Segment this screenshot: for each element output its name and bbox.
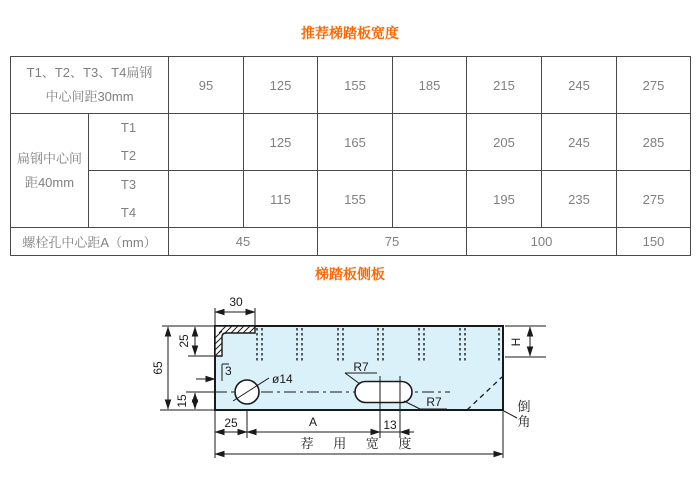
slot-radius-top-label: R7 — [353, 360, 369, 374]
spec-table — [10, 56, 691, 256]
slot-radius-bottom-label: R7 — [426, 395, 442, 409]
dim-25-bottom-label: 25 — [224, 416, 238, 430]
dim-h-label: H — [509, 337, 523, 347]
dim-13-label: 13 — [383, 418, 397, 432]
dim-a-label: A — [308, 415, 318, 429]
dim-3-label: 3 — [225, 364, 232, 378]
table-cell: 245 — [542, 57, 617, 114]
table-cell: 125 — [244, 114, 318, 171]
table-row-bolt-distance — [11, 228, 691, 256]
table-cell — [393, 114, 467, 171]
dim-30 — [215, 295, 255, 325]
chamfer-label-2: 角 — [517, 414, 531, 429]
row-label-40mm — [11, 114, 89, 228]
dim-a — [247, 415, 380, 435]
table-cell: 100 — [467, 228, 617, 256]
row-label-40mm-line2: 距40mm — [24, 174, 75, 190]
table-cell: 285 — [617, 114, 691, 171]
table-cell: 45 — [169, 228, 318, 256]
table-cell: 215 — [467, 57, 542, 114]
table-cell — [393, 171, 467, 228]
table-cell: 155 — [318, 57, 393, 114]
table-cell: 275 — [617, 57, 691, 114]
table-cell: 75 — [318, 228, 467, 256]
table-row-40mm-t1t2 — [11, 114, 691, 171]
dim-15-label: 15 — [175, 394, 189, 408]
dim-25-top — [162, 326, 216, 356]
table-row-30mm — [11, 57, 691, 114]
hole-diameter-label: ø14 — [272, 372, 293, 386]
dim-25-top-label: 25 — [177, 334, 191, 348]
row-label-30mm — [11, 57, 169, 114]
row-label-30mm-line2: 中心间距30mm — [45, 89, 134, 104]
table-row-40mm-t3t4 — [11, 171, 691, 228]
table-cell: 185 — [393, 57, 467, 114]
dim-h — [505, 326, 546, 357]
dim-30-label: 30 — [229, 295, 243, 309]
table-cell: 165 — [318, 114, 393, 171]
dim-25-bottom — [215, 416, 247, 435]
table-cell: 125 — [244, 57, 318, 114]
table-cell: 245 — [542, 114, 617, 171]
row-label-bolt-distance: 螺栓孔中心距A（mm） — [11, 228, 169, 256]
dim-overall-width — [215, 436, 503, 457]
chamfer-label-1: 倒 — [517, 399, 531, 414]
row-sublabel-t3t4: T3 T4 — [89, 171, 169, 228]
table-cell: 205 — [467, 114, 542, 171]
table-cell: 150 — [617, 228, 691, 256]
row-label-40mm-line1: 扁钢中心间 — [16, 150, 82, 166]
table-cell — [169, 171, 244, 228]
table-cell: 155 — [318, 171, 393, 228]
row-label-30mm-line1: T1、T2、T3、T4扁钢 — [26, 65, 153, 80]
table-cell: 115 — [244, 171, 318, 228]
dim-65-label: 65 — [151, 361, 165, 375]
table-cell — [169, 114, 244, 171]
table-cell: 235 — [542, 171, 617, 228]
table-title: 推荐梯踏板宽度 — [301, 25, 399, 41]
side-plate-diagram — [0, 284, 700, 469]
row-sublabel-t1t2: T1 T2 — [89, 114, 169, 171]
overall-width-label: 荐 用 宽 度 — [300, 436, 420, 451]
diagram-title: 梯踏板侧板 — [315, 266, 385, 282]
table-cell: 275 — [617, 171, 691, 228]
dim-15 — [175, 393, 198, 409]
table-cell: 195 — [467, 171, 542, 228]
dim-13 — [380, 418, 414, 435]
table-cell: 95 — [169, 57, 244, 114]
